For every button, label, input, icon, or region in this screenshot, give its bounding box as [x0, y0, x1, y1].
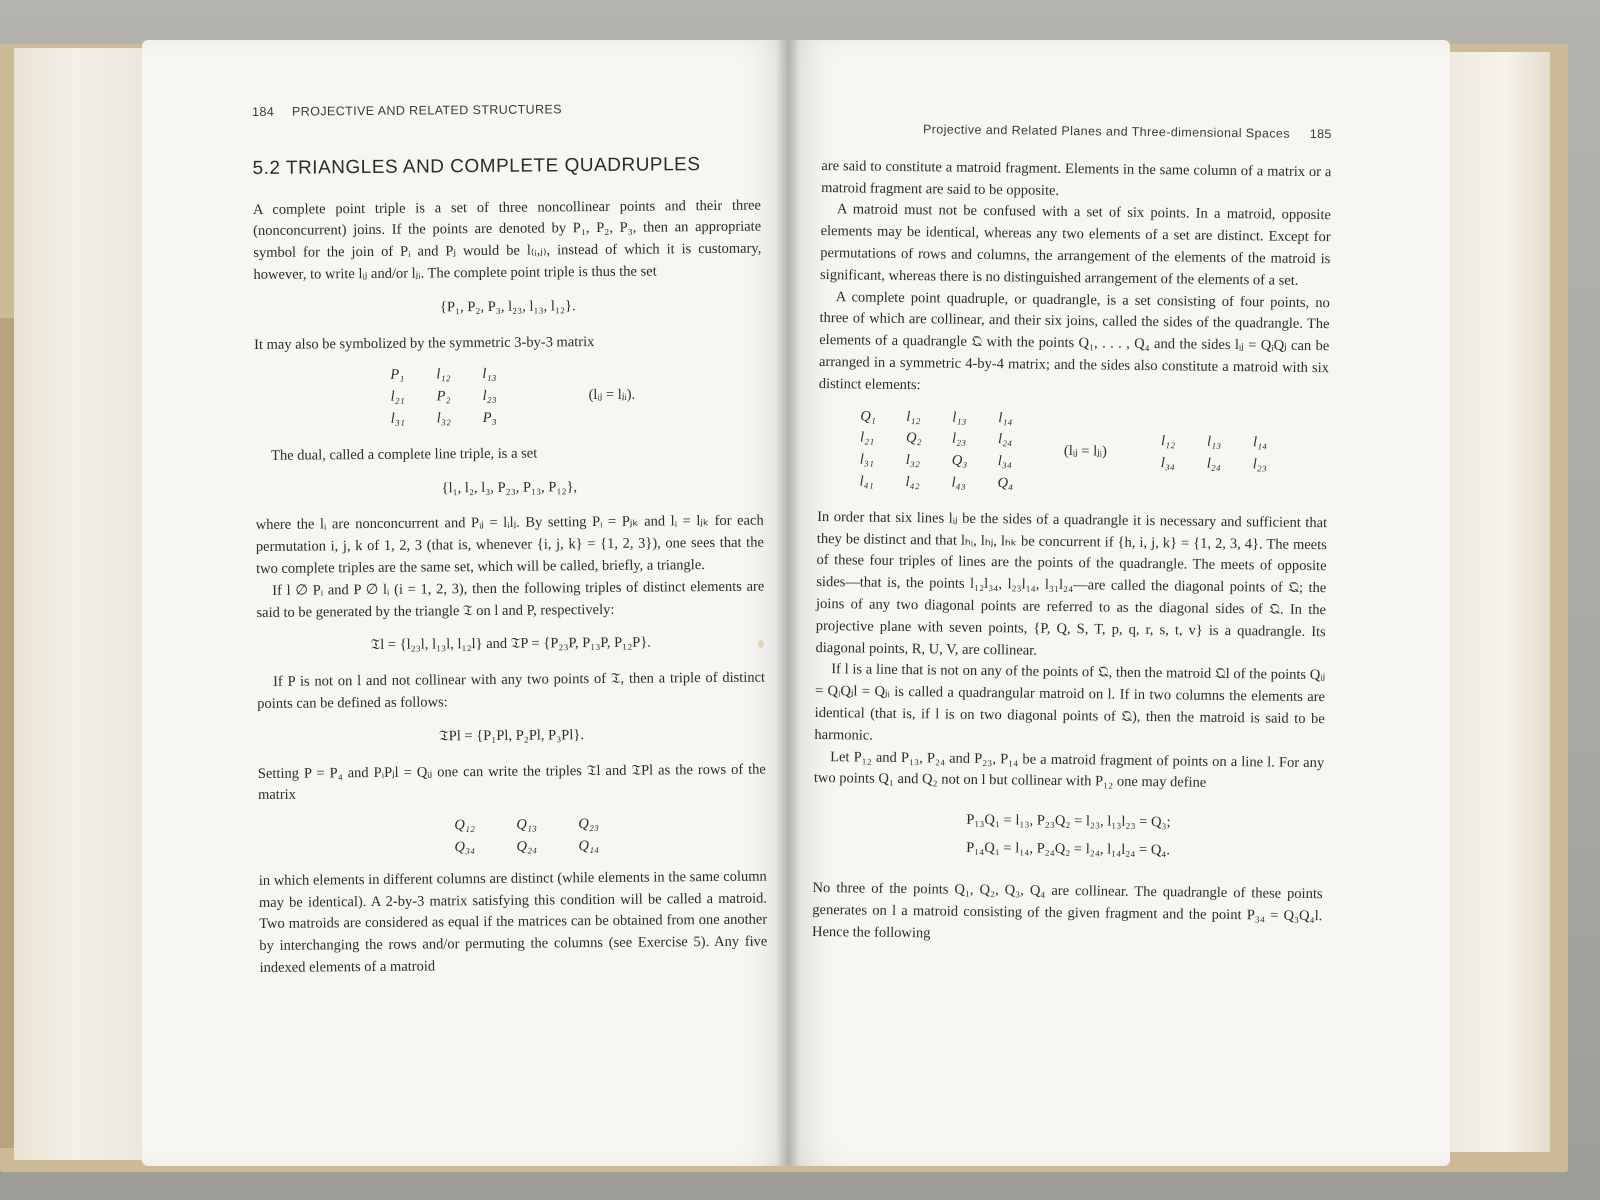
matrix-cell: l₃₁ — [390, 410, 405, 427]
matrix-cell: l₁₃ — [952, 409, 967, 426]
right-page — [788, 40, 1450, 1166]
matrix-cell: l₂₄ — [997, 431, 1013, 448]
paragraph: In order that six lines lᵢⱼ be the sides of a quadrangle it is necessary and sufficient that they be distinct and that lₕᵢ, lₕⱼ, lₕₖ be concurrent if {h, i, j, k} = {1, 2, 3, 4}. The meets of these four triples of lines are the points of the quadrangle. The meets of opposite sides—that is, the points l₁₂l₃₄, l₂₃l₁₄, l₃₁l₂₄—are called the diagonal points of 𝔔; the joins of any two diagonal points are referred to as the diagonal sides of 𝔔. In the projective plane with seven points, {P, Q, S, T, p, q, r, s, t, v} is a quadrangle. Its diagonal points, R, U, V, are collinear. — [815, 508, 1328, 659]
paragraph: No three of the points Q₁, Q₂, Q₃, Q₄ are collinear. The quadrangle of these points generates on l a matroid consisting of the given fragment and the point P₃₄ = Q₃Q₄l. Hence the following — [811, 880, 1323, 942]
display-equation: 𝔗l = {l₂₃l, l₁₃l, l₁₂l} and 𝔗P = {P₂₃P, P₁₃P, P₁₂P}. — [370, 634, 651, 654]
matrix-cell: l₁₂ — [1160, 433, 1176, 450]
matrix-cell: Q₃₄ — [454, 839, 476, 856]
matrix-cell: P₁ — [390, 367, 405, 384]
paragraph: where the lᵢ are nonconcurrent and Pᵢⱼ = lᵢlⱼ. By setting Pᵢ = Pⱼₖ and lᵢ = lⱼₖ for each permutation i, j, k of 1, 2, 3 (that is, whenever {i, j, k} = {1, 2, 3}), one sees that the two complete triples are the same set, which will be called, briefly, a triangle. — [255, 512, 764, 577]
paragraph: If P is not on l and not collinear with any two points of 𝔗, then a triple of distinct points can be defined as follows: — [257, 669, 766, 712]
matrix-cell: Q₄ — [997, 475, 1014, 492]
matrix-cell: Q₂₄ — [516, 838, 538, 855]
running-head-text: Projective and Related Planes and Three-dimensional Spaces — [922, 122, 1290, 141]
right-page-stack — [1440, 52, 1550, 1152]
display-equation: P₁₄Q₁ = l₁₄, P₂₄Q₂ = l₂₄, l₁₄l₂₄ = Q₄. — [966, 839, 1171, 859]
matrix-cell: l₂₃ — [951, 430, 967, 448]
paragraph: If l ∅ Pᵢ and P ∅ lᵢ (i = 1, 2, 3), then the following triples of distinct elements are said to be generated by the triangle 𝔗 on l and P, respectively: — [256, 578, 765, 621]
display-equations — [813, 804, 1324, 866]
matrix-3x3 — [390, 362, 763, 431]
matrix-cell: P₂ — [436, 388, 451, 405]
matrix-cell: Q₁ — [860, 408, 876, 425]
matrix-cell: l₂₁ — [859, 429, 875, 447]
matrix-cell: Q₁₂ — [454, 817, 475, 834]
paragraph: in which elements in different columns are distinct (while elements in the same column may be identical). A 2-by-3 matrix satisfying this condition will be called a matroid. Two matroids are considered as equal if the matrices can be obtained from one another by interchanging the rows and/or permuting the columns (see Exercise 5). Any five indexed elements of a matroid — [258, 868, 768, 976]
left-page-content — [252, 98, 768, 980]
matrix-cell: l₁₄ — [1252, 434, 1268, 451]
matrix-grid — [390, 364, 529, 431]
matrix-cell: Q₂ — [905, 430, 922, 447]
matrix-cell: l₃₄ — [997, 453, 1013, 470]
display-equation: P₁₃Q₁ = l₁₃, P₂₃Q₂ = l₂₃, l₁₃l₂₃ = Q₃; — [966, 811, 1171, 831]
paragraph: A complete point quadruple, or quadrangle, is a set consisting of four points, no three of which are collinear, and their six joins, called the sides of the quadrangle. The elements of a quadrangle 𝔔 with the points Q₁, . . . , Q₄ and the sides lᵢⱼ = QᵢQⱼ can be arranged in a symmetric 4-by-4 matrix; and the sides also constitute a matroid with six distinct elements: — [818, 288, 1330, 393]
matrix-cell: Q₁₃ — [516, 816, 537, 833]
matrix-cell: l₄₁ — [859, 473, 874, 490]
matrix-cell: Q₂₃ — [578, 816, 599, 833]
section-title: 5.2 TRIANGLES AND COMPLETE QUADRUPLES — [252, 153, 701, 179]
matrix-4x4 — [859, 406, 1328, 499]
matrix-cell: Q₁₄ — [578, 837, 600, 855]
display-set: {l₁, l₂, l₃, P₂₃, P₁₃, P₁₂}, — [441, 478, 578, 496]
matrix-cell: l₁₃ — [1206, 434, 1222, 451]
matrix-cell: Q₃ — [951, 452, 968, 469]
book-gutter — [776, 40, 800, 1166]
matrix-cell: l₂₁ — [390, 388, 405, 405]
matrix-cell: l₁₃ — [482, 366, 497, 383]
matrix-cell: l₁₂ — [436, 366, 451, 383]
matrix-cell: P₃ — [482, 409, 497, 426]
matrix-cell: l₃₄ — [1160, 455, 1175, 472]
paragraph: If l is a line that is not on any of the points of 𝔔, then the matroid 𝔔l of the points Qᵢⱼ = QᵢQⱼl = Qⱼᵢ is called a quadrangular matroid on l. If in two columns the elements are identical (that is, if l is on two diagonal points of 𝔔), then the matroid is said to be harmonic. — [814, 661, 1326, 744]
page-number: 185 — [1309, 126, 1332, 142]
matrix-grid — [859, 406, 1044, 495]
running-head-text: PROJECTIVE AND RELATED STRUCTURES — [291, 102, 563, 119]
matrix-cell: l₂₄ — [1206, 455, 1221, 473]
display-set: {P₁, P₂, P₃, l₂₃, l₁₃, l₁₂}. — [439, 297, 576, 316]
running-header — [252, 98, 760, 124]
paragraph: It may also be symbolized by the symmetric 3-by-3 matrix — [254, 333, 595, 353]
paragraph: A matroid must not be confused with a set of six points. In a matroid, opposite elements may be identical, whereas any two elements of a set are distinct. Except for permutations of rows and columns, the arrangement of the elements of the matroid is significant, whereas there is no distinguished arrangement of the elements of a set. — [819, 201, 1331, 289]
right-page-content — [812, 118, 1332, 950]
matrix-cell: l₂₃ — [1252, 456, 1267, 473]
matrix-cell: l₃₁ — [859, 451, 875, 468]
matrix-2x3 — [454, 813, 766, 859]
page-number: 184 — [252, 104, 275, 119]
paragraph: are said to constitute a matroid fragment. Elements in the same column of a matrix or a matroid fragment are said to be opposite. — [821, 157, 1332, 199]
matrix-cell: l₃₂ — [905, 452, 921, 469]
matroid-grid — [1161, 432, 1300, 477]
matrix-note: (lᵢⱼ = lⱼᵢ). — [588, 386, 636, 404]
left-page — [142, 40, 792, 1166]
matrix-cell: l₁₄ — [998, 409, 1013, 426]
paragraph: Setting P = P₄ and PᵢPⱼl = Qᵢⱼ one can write the triples 𝔗l and 𝔗Pl as the rows of the matrix — [257, 761, 766, 804]
paragraph: The dual, called a complete line triple, is a set — [271, 445, 538, 464]
matrix-cell: l₂₃ — [482, 388, 497, 405]
paragraph: Let P₁₂ and P₁₃, P₂₄ and P₂₃, P₁₄ be a matroid fragment of points on a line l. For any two points Q₁ and Q₂ not on l but collinear with P₁₂ one may define — [813, 748, 1325, 792]
display-equation: 𝔗Pl = {P₁Pl, P₂Pl, P₃Pl}. — [439, 726, 585, 745]
matrix-cell: l₁₂ — [906, 408, 921, 425]
paragraph: A complete point triple is a set of three noncollinear points and their three (nonconcurrent) joins. If the points are denoted by P₁, P₂, P₃, then an appropriate symbol for the join of Pᵢ and Pⱼ would be l₍ᵢ,ⱼ₎, instead of which it is customary, however, to write lᵢⱼ and/or lⱼᵢ. The complete point triple is thus the set — [252, 197, 762, 283]
matrix-note: (lᵢⱼ = lⱼᵢ) — [1063, 443, 1108, 460]
matrix-cell: l₃₂ — [436, 410, 451, 427]
running-header — [822, 118, 1332, 146]
matrix-cell: l₄₂ — [905, 474, 920, 491]
matrix-cell: l₄₃ — [951, 474, 966, 491]
